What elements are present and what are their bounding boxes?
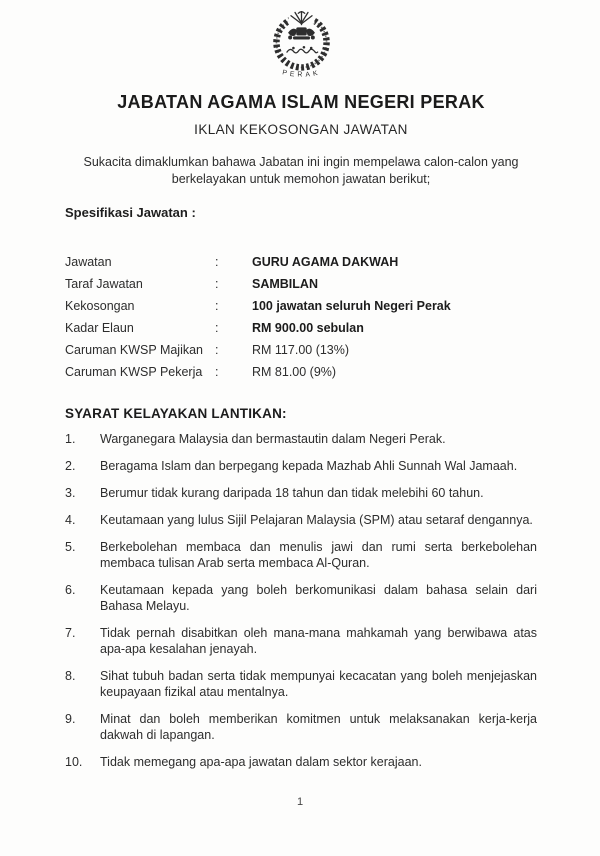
spec-colon: : [215, 321, 219, 335]
logo-container [65, 5, 537, 85]
requirement-item [65, 668, 537, 700]
item-number: 9. [65, 712, 76, 726]
item-text: Beragama Islam dan berpegang kepada Mazhab Ahli Sunnah Wal Jamaah. [100, 459, 518, 473]
document-subtitle: IKLAN KEKOSONGAN JAWATAN [194, 122, 408, 137]
svg-text:PERAK [281, 69, 321, 78]
item-text: Berkebolehan membaca dan menulis jawi dan rumi serta berkebolehan membaca tulisan Arab serta membaca Al-Quran. [100, 540, 537, 570]
spec-value: 100 jawatan seluruh Negeri Perak [252, 299, 451, 313]
spec-colon: : [215, 365, 219, 379]
spec-label: Taraf Jawatan [65, 277, 143, 291]
requirement-item [65, 431, 537, 447]
requirement-item [65, 582, 537, 614]
requirement-item [65, 485, 537, 501]
spec-row [65, 275, 537, 297]
spec-label: Kadar Elaun [65, 321, 134, 335]
item-number: 4. [65, 513, 76, 527]
spec-label: Kekosongan [65, 299, 135, 313]
spec-label: Jawatan [65, 255, 112, 269]
specification-heading: Spesifikasi Jawatan : [65, 205, 196, 220]
requirements-heading: SYARAT KELAYAKAN LANTIKAN: [65, 406, 287, 421]
item-text: Tidak pernah disabitkan oleh mana-mana mahkamah yang berwibawa atas apa-apa kesalahan jenayah. [100, 626, 537, 656]
specification-table [65, 253, 537, 385]
perak-state-crest-icon [253, 5, 350, 83]
organization-title: JABATAN AGAMA ISLAM NEGERI PERAK [117, 92, 485, 112]
item-number: 1. [65, 432, 76, 446]
item-text: Keutamaan yang lulus Sijil Pelajaran Malaysia (SPM) atau setaraf dengannya. [100, 513, 533, 527]
spec-colon: : [215, 343, 219, 357]
requirement-item [65, 625, 537, 657]
item-text: Warganegara Malaysia dan bermastautin dalam Negeri Perak. [100, 432, 446, 446]
item-text: Minat dan boleh memberikan komitmen untuk melaksanakan kerja-kerja dakwah di lapangan. [100, 712, 537, 742]
spec-row [65, 253, 537, 275]
item-number: 2. [65, 459, 76, 473]
requirement-item [65, 711, 537, 743]
item-number: 5. [65, 540, 76, 554]
item-text: Keutamaan kepada yang boleh berkomunikasi dalam bahasa selain dari Bahasa Melayu. [100, 583, 537, 613]
item-text: Sihat tubuh badan serta tidak mempunyai kecacatan yang boleh menjejaskan keupayaan fizikal atau mentalnya. [100, 669, 537, 699]
spec-row [65, 319, 537, 341]
spec-colon: : [215, 255, 219, 269]
spec-label: Caruman KWSP Pekerja [65, 365, 203, 379]
spec-colon: : [215, 299, 219, 313]
spec-label: Caruman KWSP Majikan [65, 343, 204, 357]
spec-value: RM 900.00 sebulan [252, 321, 364, 335]
requirement-item [65, 512, 537, 528]
spec-row [65, 363, 537, 385]
item-text: Berumur tidak kurang daripada 18 tahun dan tidak melebihi 60 tahun. [100, 486, 484, 500]
spec-row [65, 297, 537, 319]
logo-caption: PERAK [281, 69, 321, 79]
item-text: Tidak memegang apa-apa jawatan dalam sektor kerajaan. [100, 755, 422, 769]
item-number: 10. [65, 755, 83, 769]
spec-colon: : [215, 277, 219, 291]
spec-row [65, 341, 537, 363]
spec-value: SAMBILAN [252, 277, 318, 291]
spec-value: RM 117.00 (13%) [252, 343, 350, 357]
requirement-item [65, 458, 537, 474]
requirement-item [65, 754, 537, 770]
page-number: 1 [296, 796, 304, 808]
item-number: 3. [65, 486, 76, 500]
spec-value: GURU AGAMA DAKWAH [252, 255, 399, 269]
intro-paragraph: Sukacita dimaklumkan bahawa Jabatan ini ingin mempelawa calon-calon yang berkelayakan untuk memohon jawatan berikut; [83, 155, 519, 186]
item-number: 7. [65, 626, 76, 640]
requirements-list [65, 431, 537, 770]
spec-value: RM 81.00 (9%) [252, 365, 337, 379]
item-number: 6. [65, 583, 76, 597]
requirement-item [65, 539, 537, 571]
item-number: 8. [65, 669, 76, 683]
